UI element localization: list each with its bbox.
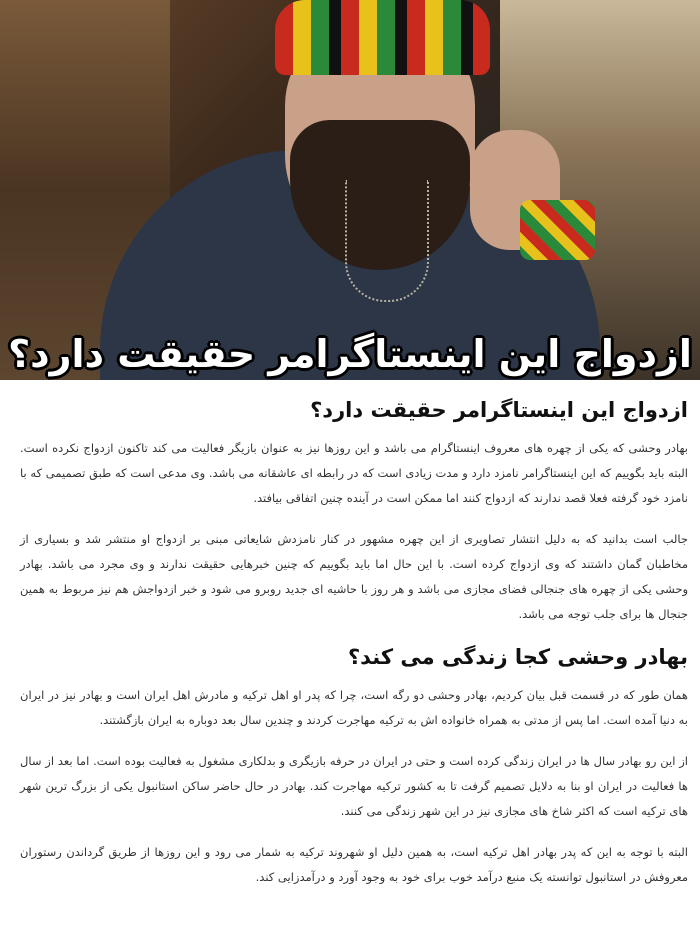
hero-overlay-title: ازدواج این اینستاگرامر حقیقت دارد؟ xyxy=(8,332,692,376)
hero-person-hat xyxy=(275,0,490,75)
paragraph: جالب است بدانید که به دلیل انتشار تصاویری از این چهره مشهور در کنار نامزدش شایعاتی مبنی بر ازدواج او منتشر شد و بسیاری از مخاطبان گمان داشتند که وی ازدواج کرده است. با این حال اما باید بگوییم که چنین خبرهایی حقیقت ندارند و وی مجرد می باشد. بهادر وحشی یکی از چهره های جنجالی فضای مجازی می باشد و هر روز با حاشیه ای جدید روبرو می شود و خبر ازدواجش هم نیز مربوط به همین جنجال ها برای جلب توجه می باشد. xyxy=(20,532,688,621)
section-heading-residence: بهادر وحشی کجا زندگی می کند؟ xyxy=(348,645,688,669)
paragraph: بهادر وحشی که یکی از چهره های معروف اینستاگرام می باشد و این روزها نیز به عنوان بازیگر فعالیت می کند تاکنون ازدواج نکرده است. البته باید بگوییم که این اینستاگرامر نامزد دارد و مدت زیادی است که در رابطه ای عاشقانه می باشد. وی مدعی است که طبق تصمیمی که با نامزد خود گرفته فعلا قصد ندارند که ازدواج کنند اما ممکن است در آینده چنین اتفاقی بیافتد. xyxy=(20,441,688,505)
paragraph: البته با توجه به این که پدر بهادر اهل ترکیه است، به همین دلیل او شهروند ترکیه به شمار می رود و این روزها از طریق گرداندن رستوران معروفش در استانبول توانسته یک منبع درآمد خوب برای خود به وجود آورد و درآمدزایی کند. xyxy=(20,845,688,884)
section-heading-marriage: ازدواج این اینستاگرامر حقیقت دارد؟ xyxy=(310,398,688,422)
hero-person-wristband xyxy=(520,200,595,260)
paragraph: همان طور که در قسمت قبل بیان کردیم، بهادر وحشی دو رگه است، چرا که پدر او اهل ترکیه و مادرش اهل ایران است و بهادر نیز در ایران به دنیا آمده است. اما پس از مدتی به همراه خانواده اش به ترکیه مهاجرت کردند و چندین سال بعد دوباره به ایران بازگشتند. xyxy=(20,688,688,727)
paragraph: از این رو بهادر سال ها در ایران زندگی کرده است و حتی در ایران در حرفه بازیگری و بدلکاری مشغول به فعالیت بوده است. اما بعد از سال ها فعالیت در ایران او بنا به دلایل تصمیم گرفت تا به کشور ترکیه مهاجرت کند. بهادر در حال حاضر ساکن استانبول یکی از بزرگ ترین شهر های ترکیه است که اکثر شاخ های مجازی نیز در این شهر زندگی می کنند. xyxy=(20,754,688,818)
hero-person-chain xyxy=(345,180,429,302)
hero-image xyxy=(0,0,700,380)
article-body xyxy=(0,398,700,890)
